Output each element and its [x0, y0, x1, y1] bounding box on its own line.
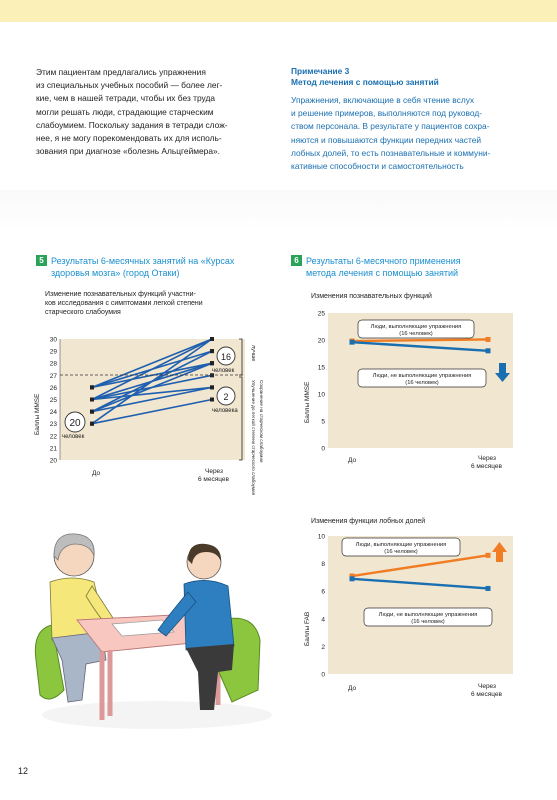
- figure5-number: 5: [36, 255, 47, 266]
- figure5-subtitle: [45, 290, 265, 317]
- chart-mmse-exercise: [300, 305, 525, 495]
- y-tick-label: 25: [49, 397, 57, 404]
- y-axis-label: Баллы MMSE: [34, 393, 41, 435]
- x-tick-label: Через: [478, 683, 497, 690]
- y-axis-label: Баллы FAB: [304, 611, 311, 646]
- y-tick-label: 24: [49, 409, 57, 417]
- data-point: [90, 410, 94, 414]
- y-tick-label: 15: [317, 364, 325, 372]
- data-point: [486, 337, 491, 342]
- text-line: лобных долей, то есть познавательные и коммуни-: [291, 147, 491, 158]
- illustration-therapy-session: [22, 520, 272, 735]
- figure6-title-line2: метода лечения с помощью занятий: [306, 268, 459, 278]
- count-number: 16: [220, 352, 232, 362]
- data-point: [486, 553, 491, 558]
- x-tick-label: 6 месяцев: [471, 463, 502, 470]
- bracket-label-improved: Улучшение до легкой степени старческого слабоумия: [251, 380, 256, 495]
- y-tick-label: 2: [321, 643, 325, 651]
- figure6-heading: [291, 255, 531, 279]
- data-point: [90, 398, 94, 402]
- figure5-heading: [36, 255, 276, 279]
- text-line: из специальных учебных пособий — более лег-: [36, 80, 223, 91]
- shadow-band: [0, 190, 557, 230]
- top-band: [0, 0, 557, 22]
- count-label: человек: [212, 368, 235, 374]
- figure6-number: 6: [291, 255, 302, 266]
- bracket-label-better: лучше: [250, 345, 256, 362]
- y-tick-label: 25: [317, 310, 325, 318]
- legend-label-line2: (16 человек): [384, 549, 418, 555]
- subtitle-line: ков исследования с симптомами легкой степени: [45, 300, 203, 307]
- text-line: нее, я не могу порекомендовать их для исполь-: [36, 133, 222, 144]
- y-axis-label: Баллы MMSE: [304, 381, 311, 423]
- count-label: человек: [62, 434, 85, 440]
- y-tick-label: 0: [321, 445, 325, 453]
- y-tick-label: 23: [49, 421, 57, 429]
- text-line: кие, чем в нашей тетради, чтобы их без труда: [36, 93, 215, 104]
- data-point: [350, 340, 355, 345]
- data-point: [350, 576, 355, 581]
- bracket-label-kept: Сохранение на старческом слабоумии: [259, 380, 264, 463]
- legend-label-line2: (16 человек): [411, 619, 445, 625]
- count-number: 2: [223, 392, 229, 402]
- x-tick-label: До: [348, 457, 357, 464]
- legend-label-line1: Люди, не выполняющие упражнения: [372, 373, 472, 379]
- y-tick-label: 26: [49, 384, 57, 392]
- legend-label-line1: Люди, не выполняющие упражнения: [378, 612, 478, 618]
- figure6-title-line1: Результаты 6-месячного применения: [306, 256, 461, 266]
- page-number: 12: [18, 766, 29, 776]
- text-line: Этим пациентам предлагались упражнения: [36, 67, 206, 77]
- y-tick-label: 4: [321, 616, 325, 624]
- data-point: [210, 385, 214, 389]
- y-tick-label: 22: [49, 433, 57, 441]
- x-tick-label: 6 месяцев: [471, 691, 502, 698]
- data-point: [486, 348, 491, 353]
- text-line: зования при диагнозе «болезнь Альцгеймера».: [36, 146, 220, 157]
- data-point: [486, 586, 491, 591]
- legend-label-line1: Люди, выполняющие упражнения: [370, 324, 462, 330]
- x-tick-label: До: [92, 470, 101, 477]
- subtitle-line: старческого слабоумия: [45, 309, 121, 316]
- y-tick-label: 0: [321, 671, 325, 679]
- data-point: [210, 337, 214, 341]
- chart-mmse-courses: [30, 325, 270, 495]
- data-point: [90, 422, 94, 426]
- y-tick-label: 5: [321, 418, 325, 426]
- text-line: и решение примеров, выполняются под руковод-: [291, 108, 482, 119]
- y-tick-label: 10: [317, 391, 325, 399]
- note-title-line1: Примечание 3: [291, 66, 350, 76]
- man-body: [184, 580, 234, 650]
- x-tick-label: Через: [205, 468, 224, 475]
- y-tick-label: 6: [321, 588, 325, 596]
- y-tick-label: 20: [49, 457, 57, 465]
- count-label: человека: [212, 408, 238, 414]
- text-line: могли решать люди, страдающие старческим: [36, 106, 214, 117]
- x-tick-label: 6 месяцев: [198, 476, 229, 483]
- body-paragraph: [36, 66, 268, 158]
- y-tick-label: 8: [321, 561, 325, 569]
- legend-label-line1: Люди, выполняющие упражнения: [355, 542, 447, 548]
- legend-label-line2: (16 человек): [405, 380, 439, 386]
- y-tick-label: 21: [49, 445, 57, 453]
- legend-label-line2: (16 человек): [399, 331, 433, 337]
- figure5-title-line1: Результаты 6-месячных занятий на «Курсах: [51, 256, 235, 266]
- figure5-title-line2: здоровья мозга» (город Отаки): [51, 268, 180, 278]
- y-tick-label: 29: [49, 348, 57, 356]
- text-line: няются и повышаются функции передних частей: [291, 134, 482, 145]
- series-line: [352, 339, 488, 341]
- x-tick-label: Через: [478, 455, 497, 462]
- note-block: [291, 66, 527, 173]
- count-number: 20: [69, 418, 81, 429]
- y-tick-label: 27: [49, 372, 57, 380]
- data-point: [210, 349, 214, 353]
- chart-fab-exercise: [300, 528, 525, 708]
- text-line: ством персонала. В результате у пациентов сохра-: [291, 121, 490, 132]
- text-line: слабоумием. Поскольку задания в тетради слож-: [36, 119, 228, 130]
- text-line: кативные способности и самостоятельность: [291, 161, 464, 172]
- y-tick-label: 10: [317, 533, 325, 541]
- note-title: [291, 66, 527, 88]
- text-line: Упражнения, включающие в себя чтение вслух: [291, 95, 475, 105]
- data-point: [210, 398, 214, 402]
- data-point: [210, 361, 214, 365]
- data-point: [90, 385, 94, 389]
- subtitle-line: Изменение познавательных функций участни-: [45, 291, 196, 298]
- floor-shadow: [42, 701, 272, 729]
- note-title-line2: Метод лечения с помощью занятий: [291, 77, 439, 87]
- chart3-title: Изменения функции лобных долей: [311, 518, 426, 525]
- x-tick-label: До: [348, 685, 357, 692]
- y-tick-label: 30: [49, 336, 57, 344]
- chart2-title: Изменения познавательных функций: [311, 293, 432, 300]
- y-tick-label: 20: [317, 337, 325, 345]
- y-tick-label: 28: [49, 360, 57, 368]
